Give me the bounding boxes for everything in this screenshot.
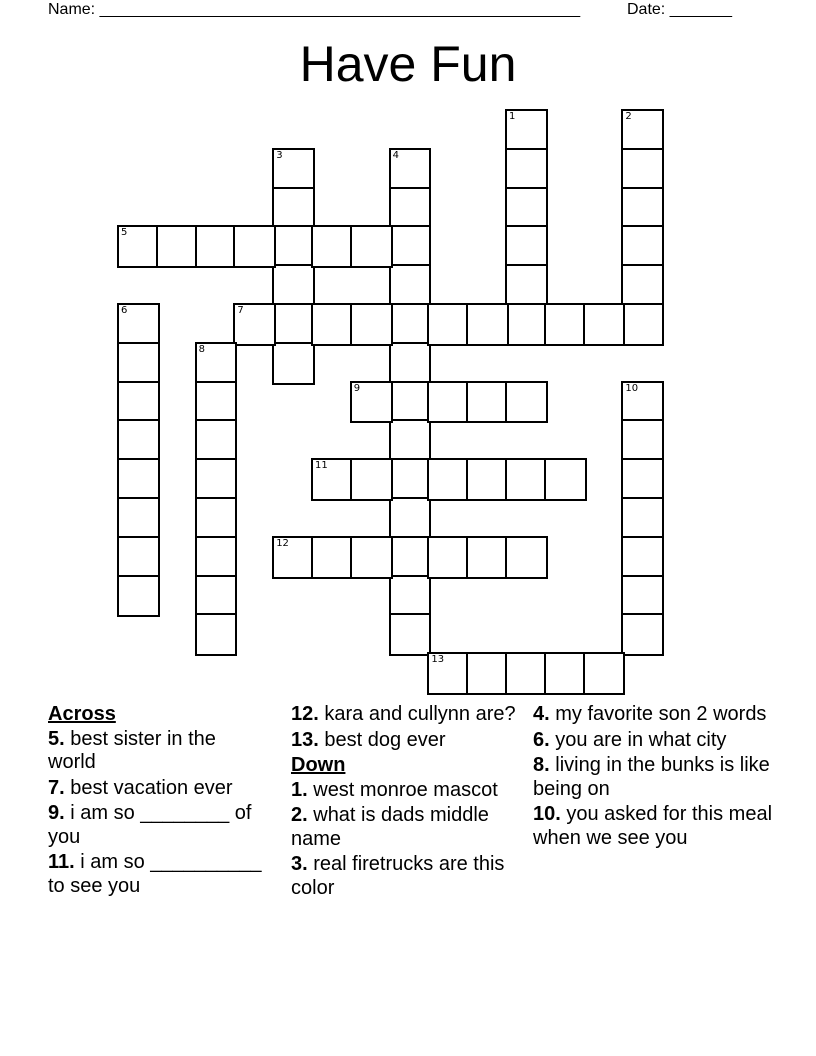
cell-number: 5 <box>121 227 128 239</box>
grid-cell[interactable] <box>621 575 664 618</box>
grid-cell[interactable] <box>466 536 509 579</box>
cell-number: 4 <box>392 149 399 161</box>
grid-cell[interactable] <box>505 381 548 424</box>
grid-cell[interactable] <box>195 575 238 618</box>
grid-cell[interactable] <box>311 536 354 579</box>
grid-cell[interactable] <box>156 225 199 268</box>
grid-cell[interactable] <box>350 536 393 579</box>
grid-cell[interactable] <box>427 303 470 346</box>
cell-number: 2 <box>625 111 632 122</box>
grid-cell[interactable] <box>117 381 160 424</box>
grid-cell[interactable] <box>195 342 238 385</box>
across-heading: Across <box>48 703 116 725</box>
grid-cell[interactable] <box>505 225 548 268</box>
page-title: Have Fun <box>299 36 517 92</box>
grid-cell[interactable] <box>389 187 432 230</box>
grid-cell[interactable] <box>427 458 470 501</box>
grid-cell[interactable] <box>117 458 160 501</box>
grid-cell[interactable] <box>621 109 664 152</box>
grid-cell[interactable] <box>195 225 238 268</box>
grid-cell[interactable] <box>621 303 664 346</box>
grid-cell[interactable] <box>466 303 509 346</box>
grid-cell[interactable] <box>505 458 548 501</box>
cell-number: 12 <box>276 537 289 549</box>
clue-down-6: 6. you are in what city <box>533 728 727 751</box>
grid-cell[interactable] <box>621 381 664 424</box>
grid-cell[interactable] <box>350 458 393 501</box>
grid-cell[interactable] <box>350 381 393 424</box>
grid-cell[interactable] <box>195 536 238 579</box>
grid-cell[interactable] <box>389 264 432 307</box>
grid-cell[interactable] <box>621 225 664 268</box>
cell-number: 6 <box>121 305 128 316</box>
grid-cell[interactable] <box>389 575 432 618</box>
grid-cell[interactable] <box>544 458 587 501</box>
clue-down-2: 2. what is dads middle name <box>291 804 489 850</box>
grid-cell[interactable] <box>117 342 160 385</box>
grid-cell[interactable] <box>389 419 432 462</box>
grid-cell[interactable] <box>272 303 315 346</box>
grid-cell[interactable] <box>621 264 664 307</box>
grid-cell[interactable] <box>117 303 160 346</box>
grid-cell[interactable] <box>350 225 393 268</box>
grid-cell[interactable] <box>311 458 354 501</box>
grid-cell[interactable] <box>621 419 664 462</box>
cell-number: 7 <box>237 305 244 316</box>
cell-number: 8 <box>198 343 205 355</box>
grid-cell[interactable] <box>311 225 354 268</box>
cell-number: 11 <box>315 460 328 472</box>
grid-cell[interactable] <box>117 419 160 462</box>
grid-cell[interactable] <box>621 187 664 230</box>
clue-down-1: 1. west monroe mascot <box>291 778 498 801</box>
grid-cell[interactable] <box>272 187 315 230</box>
clue-across-7: 7. best vacation ever <box>48 776 233 799</box>
grid-cell[interactable] <box>272 536 315 579</box>
grid-cell[interactable] <box>389 536 432 579</box>
clue-down-8: 8. living in the bunks is like being on <box>533 754 770 800</box>
grid-cell[interactable] <box>233 303 276 346</box>
date-field-label: Date: _______ <box>627 1 732 18</box>
grid-cell[interactable] <box>621 613 664 656</box>
grid-cell[interactable] <box>195 613 238 656</box>
cell-number: 13 <box>431 654 445 666</box>
grid-cell[interactable] <box>505 303 548 346</box>
clue-across-9: 9. i am so ________ of you <box>48 802 252 848</box>
cell-number: 1 <box>509 111 516 122</box>
grid-cell[interactable] <box>389 497 432 540</box>
grid-cell[interactable] <box>583 303 626 346</box>
grid-cell[interactable] <box>117 225 160 268</box>
clue-across-12: 12. kara and cullynn are? <box>291 703 516 725</box>
grid-cell[interactable] <box>389 303 432 346</box>
cell-number: 3 <box>276 149 283 161</box>
clue-across-11: 11. i am so __________ to see you <box>48 851 262 897</box>
grid-cell[interactable] <box>389 342 432 385</box>
grid-cell[interactable] <box>544 652 587 695</box>
grid-cell[interactable] <box>505 264 548 307</box>
grid-cell[interactable] <box>621 148 664 191</box>
clue-across-13: 13. best dog ever <box>291 728 446 751</box>
clues-column-2 <box>291 703 516 902</box>
clues-column-3 <box>533 703 773 852</box>
down-heading: Down <box>291 754 346 776</box>
grid-cell[interactable] <box>195 458 238 501</box>
grid-cell[interactable] <box>505 536 548 579</box>
grid-cell[interactable] <box>427 652 470 695</box>
clue-down-3: 3. real firetrucks are this color <box>291 853 505 899</box>
grid-cell[interactable] <box>389 225 432 268</box>
grid-cell[interactable] <box>272 264 315 307</box>
grid-cell[interactable] <box>466 652 509 695</box>
grid-cell[interactable] <box>311 303 354 346</box>
grid-cell[interactable] <box>505 148 548 191</box>
cell-number: 9 <box>353 382 361 394</box>
grid-cell[interactable] <box>427 381 470 424</box>
grid-cell[interactable] <box>272 342 315 385</box>
grid-cell[interactable] <box>117 536 160 579</box>
grid-cell[interactable] <box>389 381 432 424</box>
clue-down-10: 10. you asked for this meal when we see you <box>533 803 773 849</box>
grid-cell[interactable] <box>117 575 160 618</box>
grid-cell[interactable] <box>466 381 509 424</box>
grid-cell[interactable] <box>195 497 238 540</box>
grid-cell[interactable] <box>621 497 664 540</box>
grid-cell[interactable] <box>621 536 664 579</box>
grid-cell[interactable] <box>505 652 548 695</box>
cell-number: 10 <box>625 382 639 394</box>
clue-across-5: 5. best sister in the world <box>48 727 216 773</box>
grid-cell[interactable] <box>505 109 548 152</box>
grid-cell[interactable] <box>272 148 315 191</box>
clue-down-4: 4. my favorite son 2 words <box>533 703 767 725</box>
grid-cell[interactable] <box>117 497 160 540</box>
grid-cell[interactable] <box>544 303 587 346</box>
grid-cell[interactable] <box>621 458 664 501</box>
grid-cell[interactable] <box>427 536 470 579</box>
grid-cell[interactable] <box>272 225 315 268</box>
grid-cell[interactable] <box>389 148 432 191</box>
grid-cell[interactable] <box>195 419 238 462</box>
grid-cell[interactable] <box>233 225 276 268</box>
grid-cell[interactable] <box>389 613 432 656</box>
grid-cell[interactable] <box>505 187 548 230</box>
clues-column-1 <box>48 703 268 900</box>
grid-cell[interactable] <box>350 303 393 346</box>
grid-cell[interactable] <box>195 381 238 424</box>
grid-cell[interactable] <box>583 652 626 695</box>
grid-cell[interactable] <box>466 458 509 501</box>
name-field-label: Name: ______________________________________________________ <box>48 1 581 18</box>
grid-cell[interactable] <box>389 458 432 501</box>
